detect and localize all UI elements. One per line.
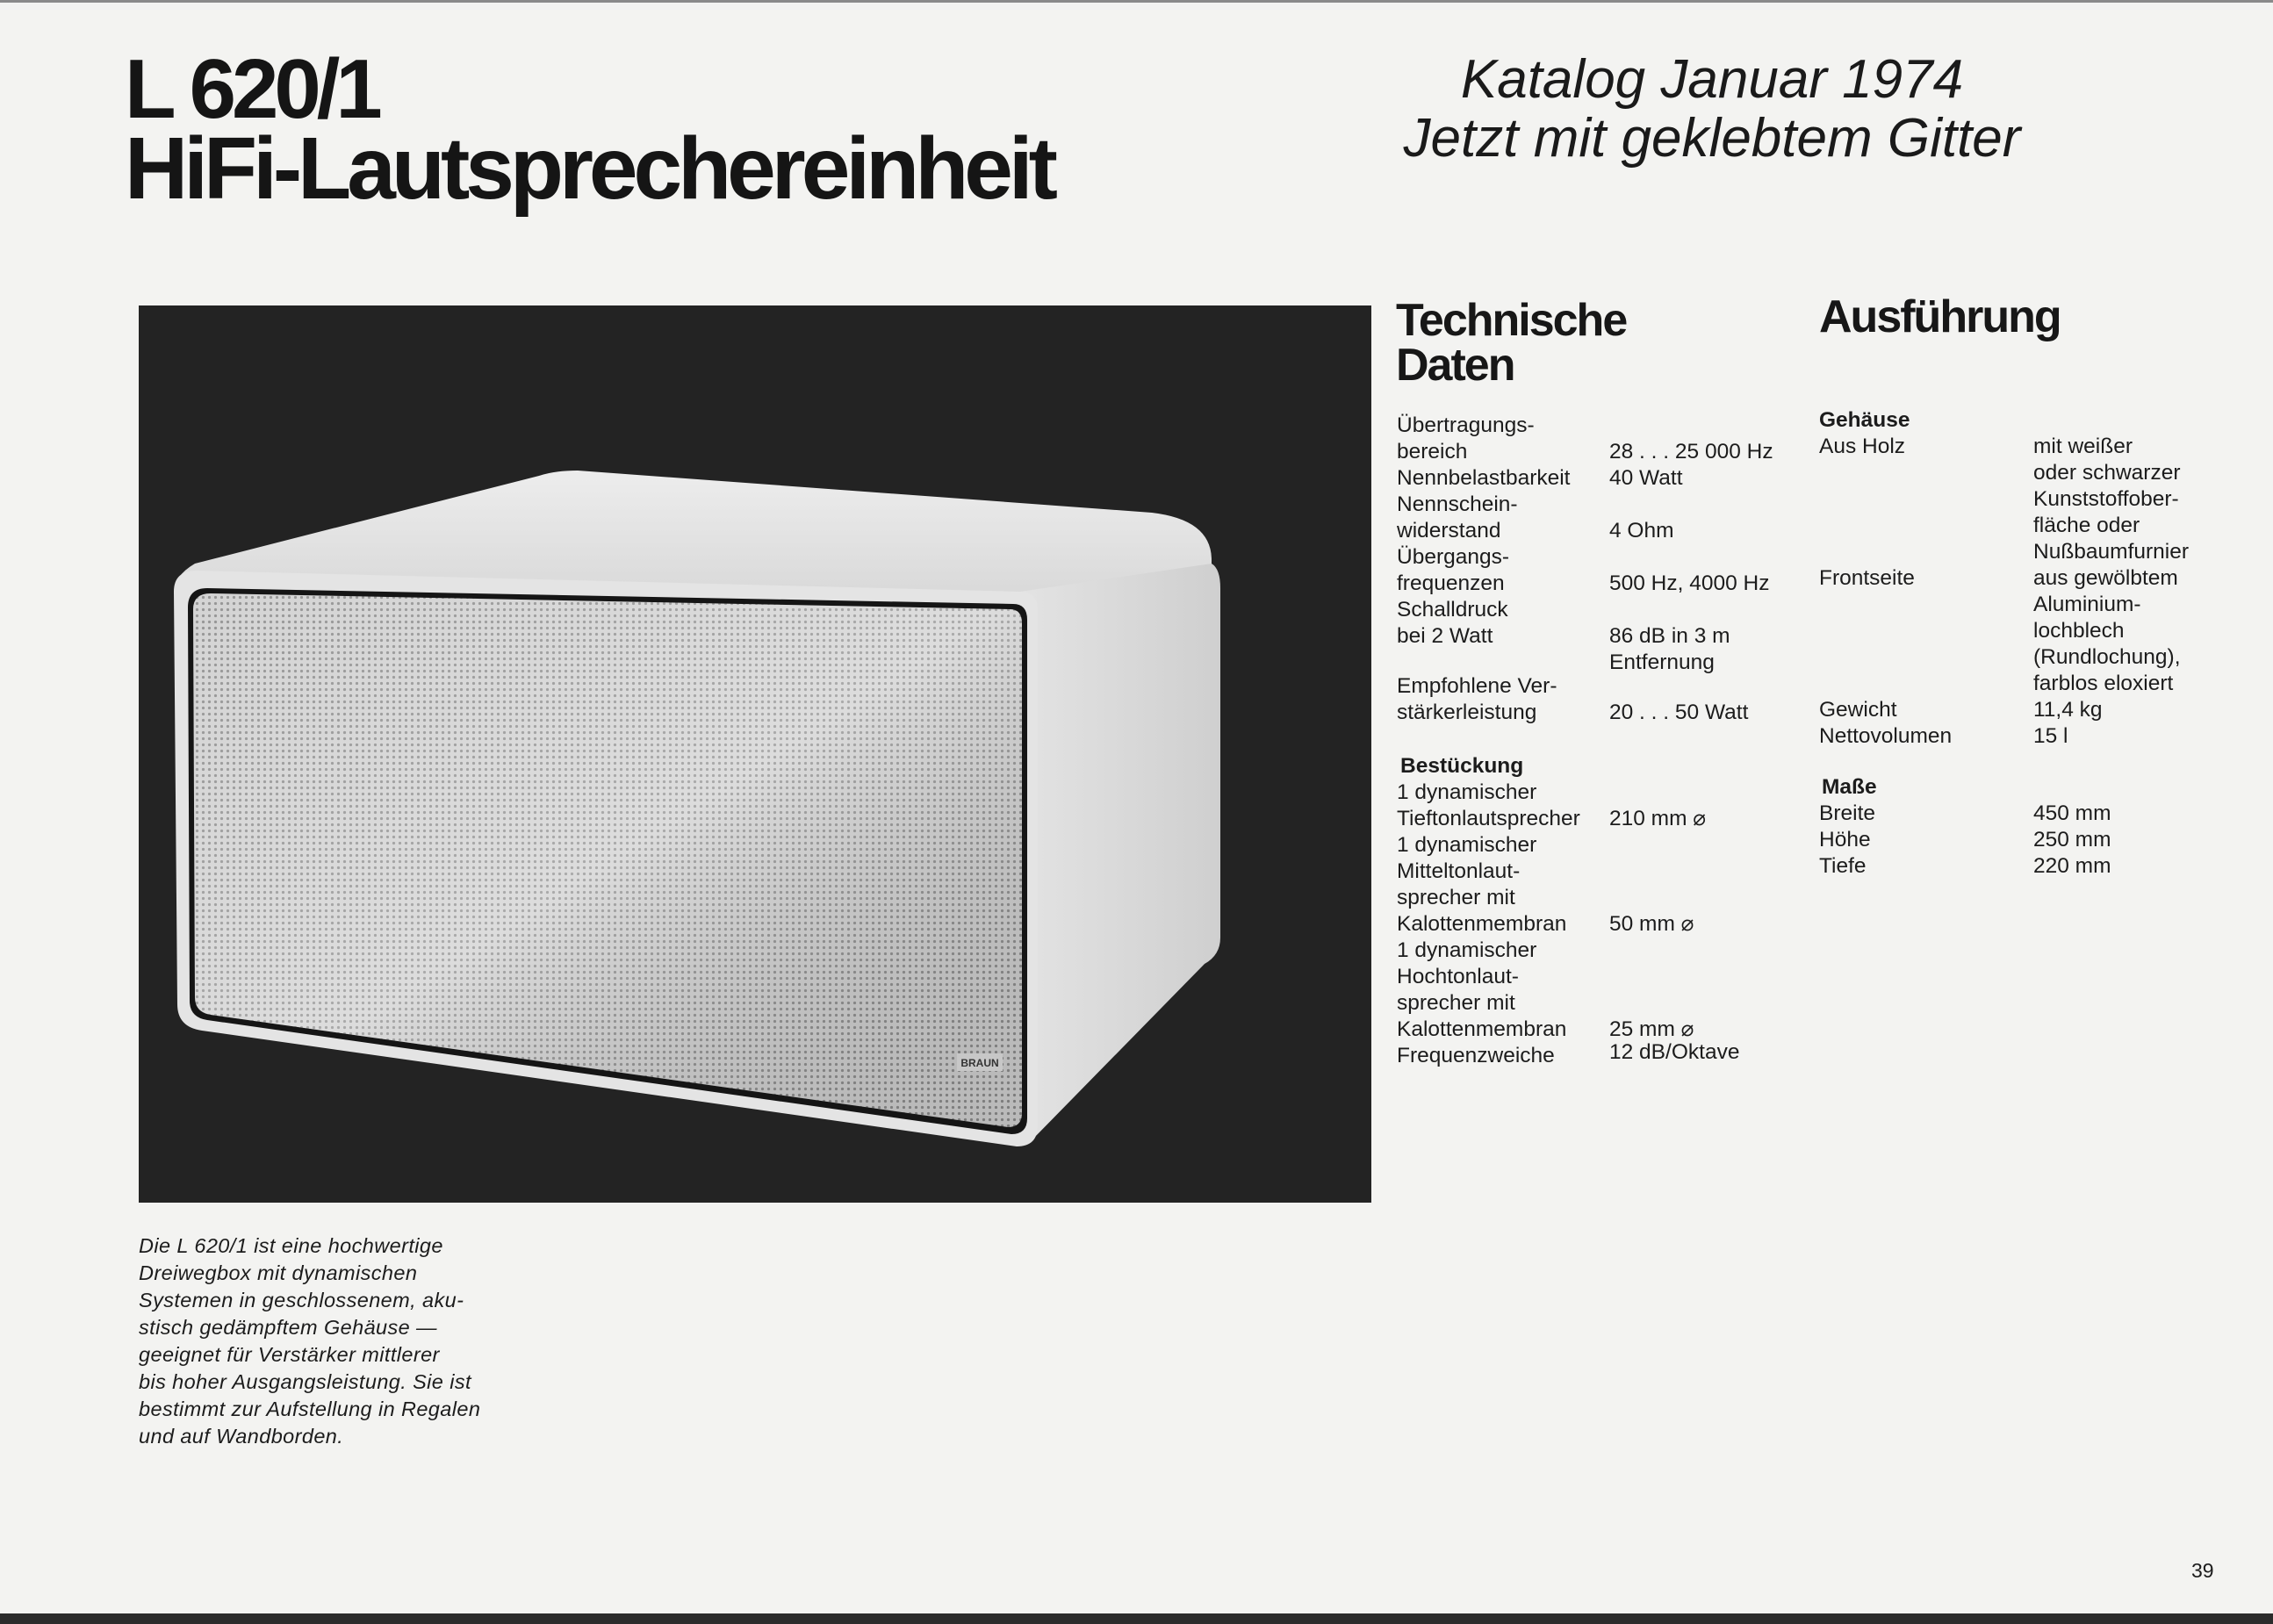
bottom-border (0, 1613, 2273, 1624)
model-name: L 620/1 (125, 42, 378, 136)
note-line-2: Jetzt mit geklebtem Gitter (1403, 107, 2021, 169)
caption-line: Die L 620/1 ist eine hochwertige (139, 1234, 443, 1257)
speaker-illustration (139, 305, 1371, 1203)
caption-line: stisch gedämpftem Gehäuse — (139, 1316, 437, 1339)
dimensions-heading: Maße (1822, 775, 1877, 799)
equipment-heading: Bestückung (1400, 754, 1524, 778)
page-number: 39 (2191, 1559, 2214, 1582)
handwritten-note (1317, 51, 2107, 169)
design-heading: Ausführung (1819, 291, 2061, 342)
photo-caption (139, 1232, 551, 1450)
housing-heading: Gehäuse (1819, 408, 1910, 432)
caption-line: bestimmt zur Aufstellung in Regalen (139, 1398, 481, 1420)
cabinet-side (1020, 564, 1220, 1139)
caption-line: und auf Wandborden. (139, 1425, 344, 1448)
brand-badge-text: BRAUN (960, 1057, 999, 1069)
product-photo (139, 305, 1371, 1203)
product-name: HiFi-Lautsprechereinheit (125, 119, 1054, 219)
caption-line: geeignet für Verstärker mittlerer (139, 1343, 440, 1366)
note-line-1: Katalog Januar 1974 (1460, 49, 1964, 110)
caption-line: Dreiwegbox mit dynamischen (139, 1261, 418, 1284)
caption-line: Systemen in geschlossenem, aku- (139, 1289, 464, 1311)
page-title (125, 42, 1054, 219)
tech-data-heading: Technische Daten (1396, 295, 1627, 391)
top-border (0, 0, 2273, 3)
caption-line: bis hoher Ausgangsleistung. Sie ist (139, 1370, 471, 1393)
